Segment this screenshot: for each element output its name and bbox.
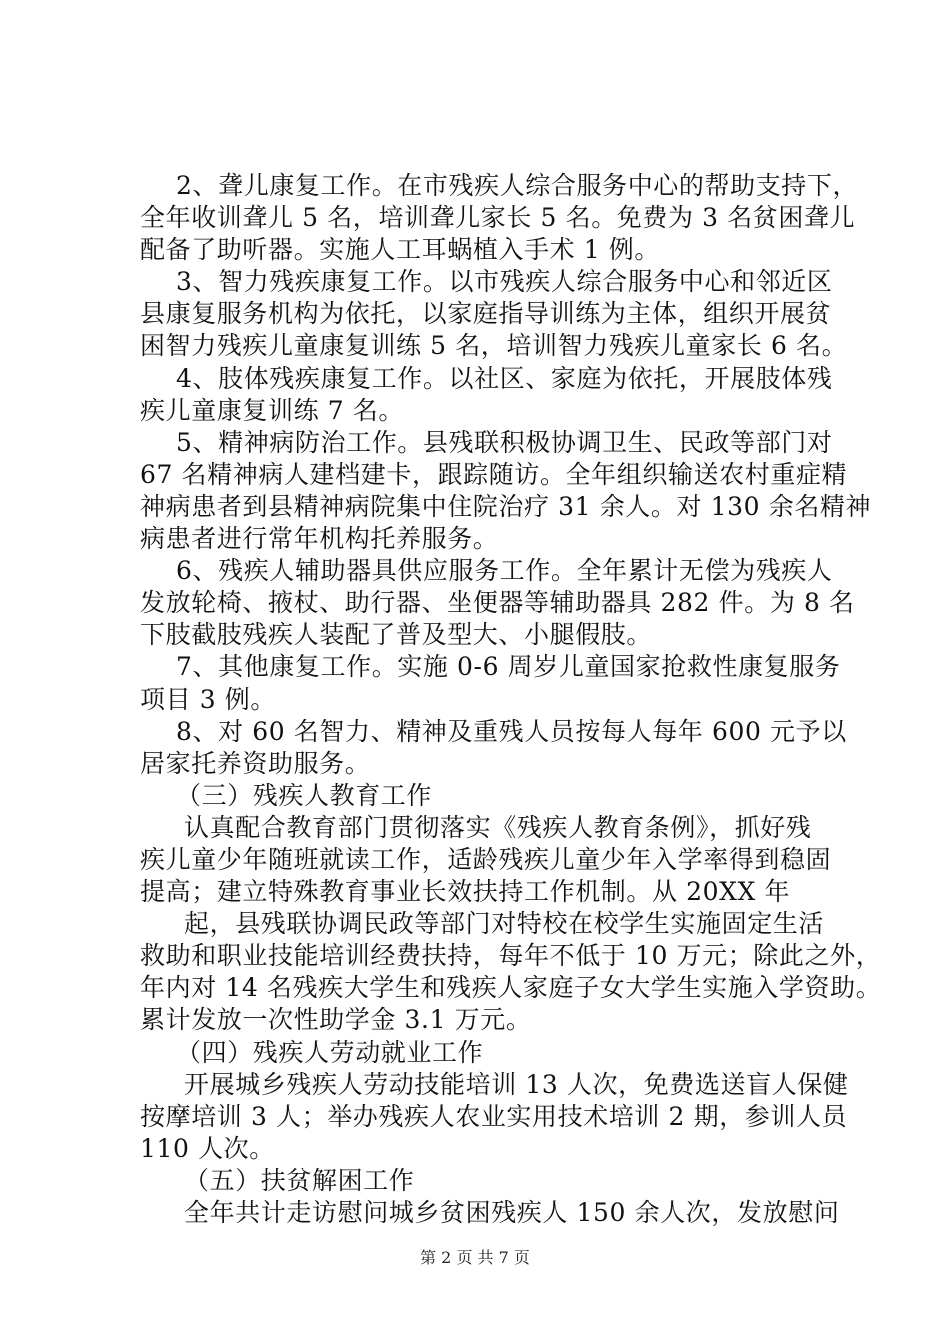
text-line: 8、对 60 名智力、精神及重残人员按每人每年 600 元予以 (176, 716, 847, 746)
text-line: 年内对 14 名残疾大学生和残疾人家庭子女大学生实施入学资助。 (140, 973, 882, 1003)
text-line: 5、精神病防治工作。县残联积极协调卫生、民政等部门对 (176, 427, 833, 457)
page-footer: 第 2 页 共 7 页 (420, 1248, 530, 1267)
text-line: 起，县残联协调民政等部门对特校在校学生实施固定生活 (184, 909, 825, 939)
text-line: 开展城乡残疾人劳动技能培训 13 人次，免费选送盲人保健 (184, 1069, 849, 1099)
text-line: 2、聋儿康复工作。在市残疾人综合服务中心的帮助支持下， (176, 171, 859, 200)
text-line: 67 名精神病人建档建卡，跟踪随访。全年组织输送农村重症精 (140, 459, 848, 489)
text-line: 项目 3 例。 (140, 684, 276, 714)
text-line: 疾儿童康复训练 7 名。 (140, 395, 405, 425)
text-line: （五）扶贫解困工作 (184, 1165, 415, 1195)
text-line: 6、残疾人辅助器具供应服务工作。全年累计无偿为残疾人 (176, 556, 833, 586)
text-line: 病患者进行常年机构托养服务。 (140, 524, 499, 554)
document-body (140, 170, 882, 1229)
text-line: 全年共计走访慰问城乡贫困残疾人 150 余人次，发放慰问 (184, 1198, 840, 1227)
text-line: 累计发放一次性助学金 3.1 万元。 (140, 1005, 532, 1035)
text-line: 救助和职业技能培训经费扶持，每年不低于 10 万元；除此之外， (140, 941, 882, 971)
text-line: 7、其他康复工作。实施 0-6 周岁儿童国家抢救性康复服务 (176, 652, 841, 682)
text-line: 认真配合教育部门贯彻落实《残疾人教育条例》，抓好残 (184, 812, 812, 842)
text-line: 县康复服务机构为依托，以家庭指导训练为主体，组织开展贫 (140, 299, 832, 329)
text-line: 110 人次。 (140, 1133, 275, 1163)
text-line: 配备了助听器。实施人工耳蜗植入手术 1 例。 (140, 235, 661, 265)
text-line: 按摩培训 3 人；举办残疾人农业实用技术培训 2 期，参训人员 (140, 1101, 848, 1131)
text-line: 神病患者到县精神病院集中住院治疗 31 余人。对 130 余名精神 (140, 491, 872, 521)
text-line: 发放轮椅、掖杖、助行器、坐便器等辅助器具 282 件。为 8 名 (140, 588, 855, 618)
text-line: 下肢截肢残疾人装配了普及型大、小腿假肢。 (140, 620, 653, 650)
text-line: 困智力残疾儿童康复训练 5 名，培训智力残疾儿童家长 6 名。 (140, 331, 848, 361)
text-line: （三）残疾人教育工作 (176, 780, 433, 810)
text-line: 4、肢体残疾康复工作。以社区、家庭为依托，开展肢体残 (176, 363, 833, 393)
text-line: 疾儿童少年随班就读工作，适龄残疾儿童少年入学率得到稳固 (140, 844, 832, 874)
text-line: 全年收训聋儿 5 名，培训聋儿家长 5 名。免费为 3 名贫困聋儿 (140, 203, 856, 233)
text-line: 居家托养资助服务。 (140, 748, 371, 778)
text-line: 3、智力残疾康复工作。以市残疾人综合服务中心和邻近区 (176, 267, 833, 297)
text-line: （四）残疾人劳动就业工作 (176, 1037, 484, 1067)
text-line: 提高；建立特殊教育事业长效扶持工作机制。从 20XX 年 (140, 877, 791, 907)
